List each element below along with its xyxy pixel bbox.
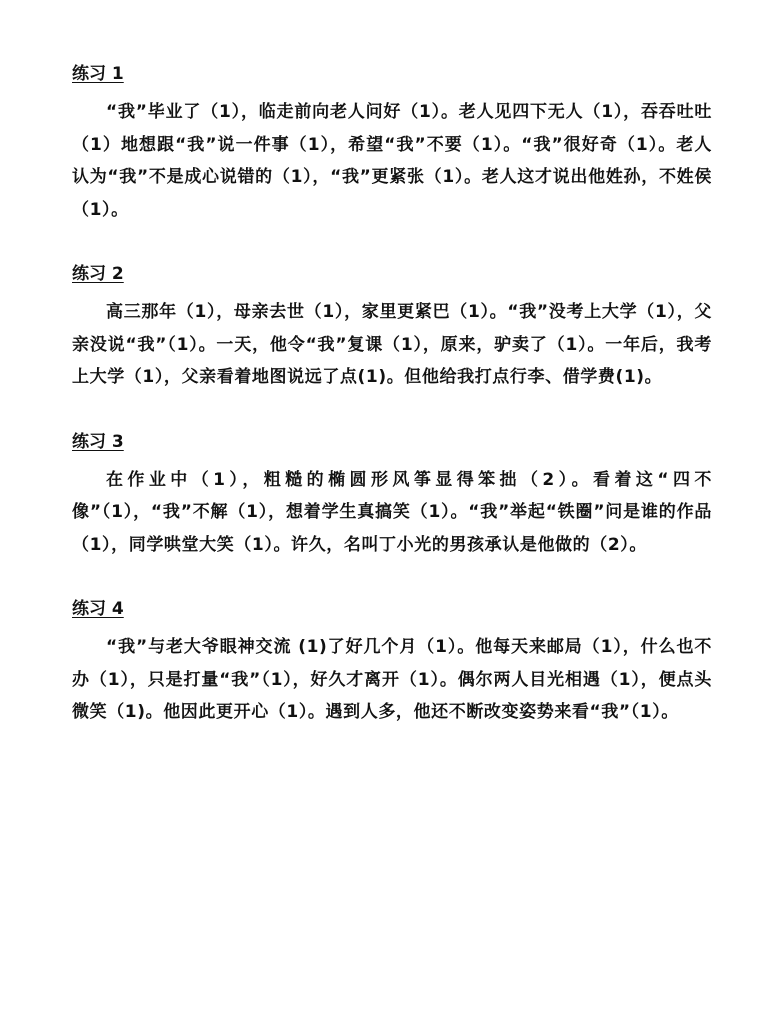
exercise-heading: 练习 3 [72, 431, 124, 452]
exercise-heading: 练习 2 [72, 264, 124, 284]
exercise-paragraph: “我”与老大爷眼神交流 (1)了好几个月（1）。他每天来邮局（1），什么也不办（1），只是打量“我”（1），好久才离开（1）。偶尔两人目光相遇（1），便点头微笑（1)。他因此更开心（1）。遇到人多，他还不断改变姿势来看“我”（1）。 [72, 637, 712, 722]
exercise-3 [72, 426, 712, 562]
exercise-2 [72, 258, 712, 394]
document-page [72, 58, 712, 761]
exercise-paragraph: 高三那年（1），母亲去世（1），家里更紧巴（1）。“我”没考上大学（1），父亲没说“我”（1）。一天，他令“我”复课（1），原来，驴卖了（1）。一年后，我考上大学（1），父亲看着地图说远了点(1)。但他给我打点行李、借学费(1)。 [72, 302, 712, 387]
exercise-paragraph: “我”毕业了（1），临走前向老人问好（1）。老人见四下无人（1），吞吞吐吐（1）地想跟“我”说一件事（1），希望“我”不要（1）。“我”很好奇（1）。老人认为“我”不是成心说错的（1），“我”更紧张（1）。老人这才说出他姓孙，不姓侯（1）。 [72, 102, 712, 220]
exercise-1 [72, 58, 712, 226]
exercise-heading: 练习 1 [72, 64, 124, 84]
exercise-4 [72, 593, 712, 729]
exercise-paragraph: 在作业中（1），粗糙的椭圆形风筝显得笨拙（2）。看着这“四不像”（1），“我”不解（1），想着学生真搞笑（1）。“我”举起“铁圈”问是谁的作品（1），同学哄堂大笑（1）。许久，名叫丁小光的男孩承认是他做的（2）。 [72, 469, 712, 555]
exercise-heading: 练习 4 [72, 599, 124, 619]
